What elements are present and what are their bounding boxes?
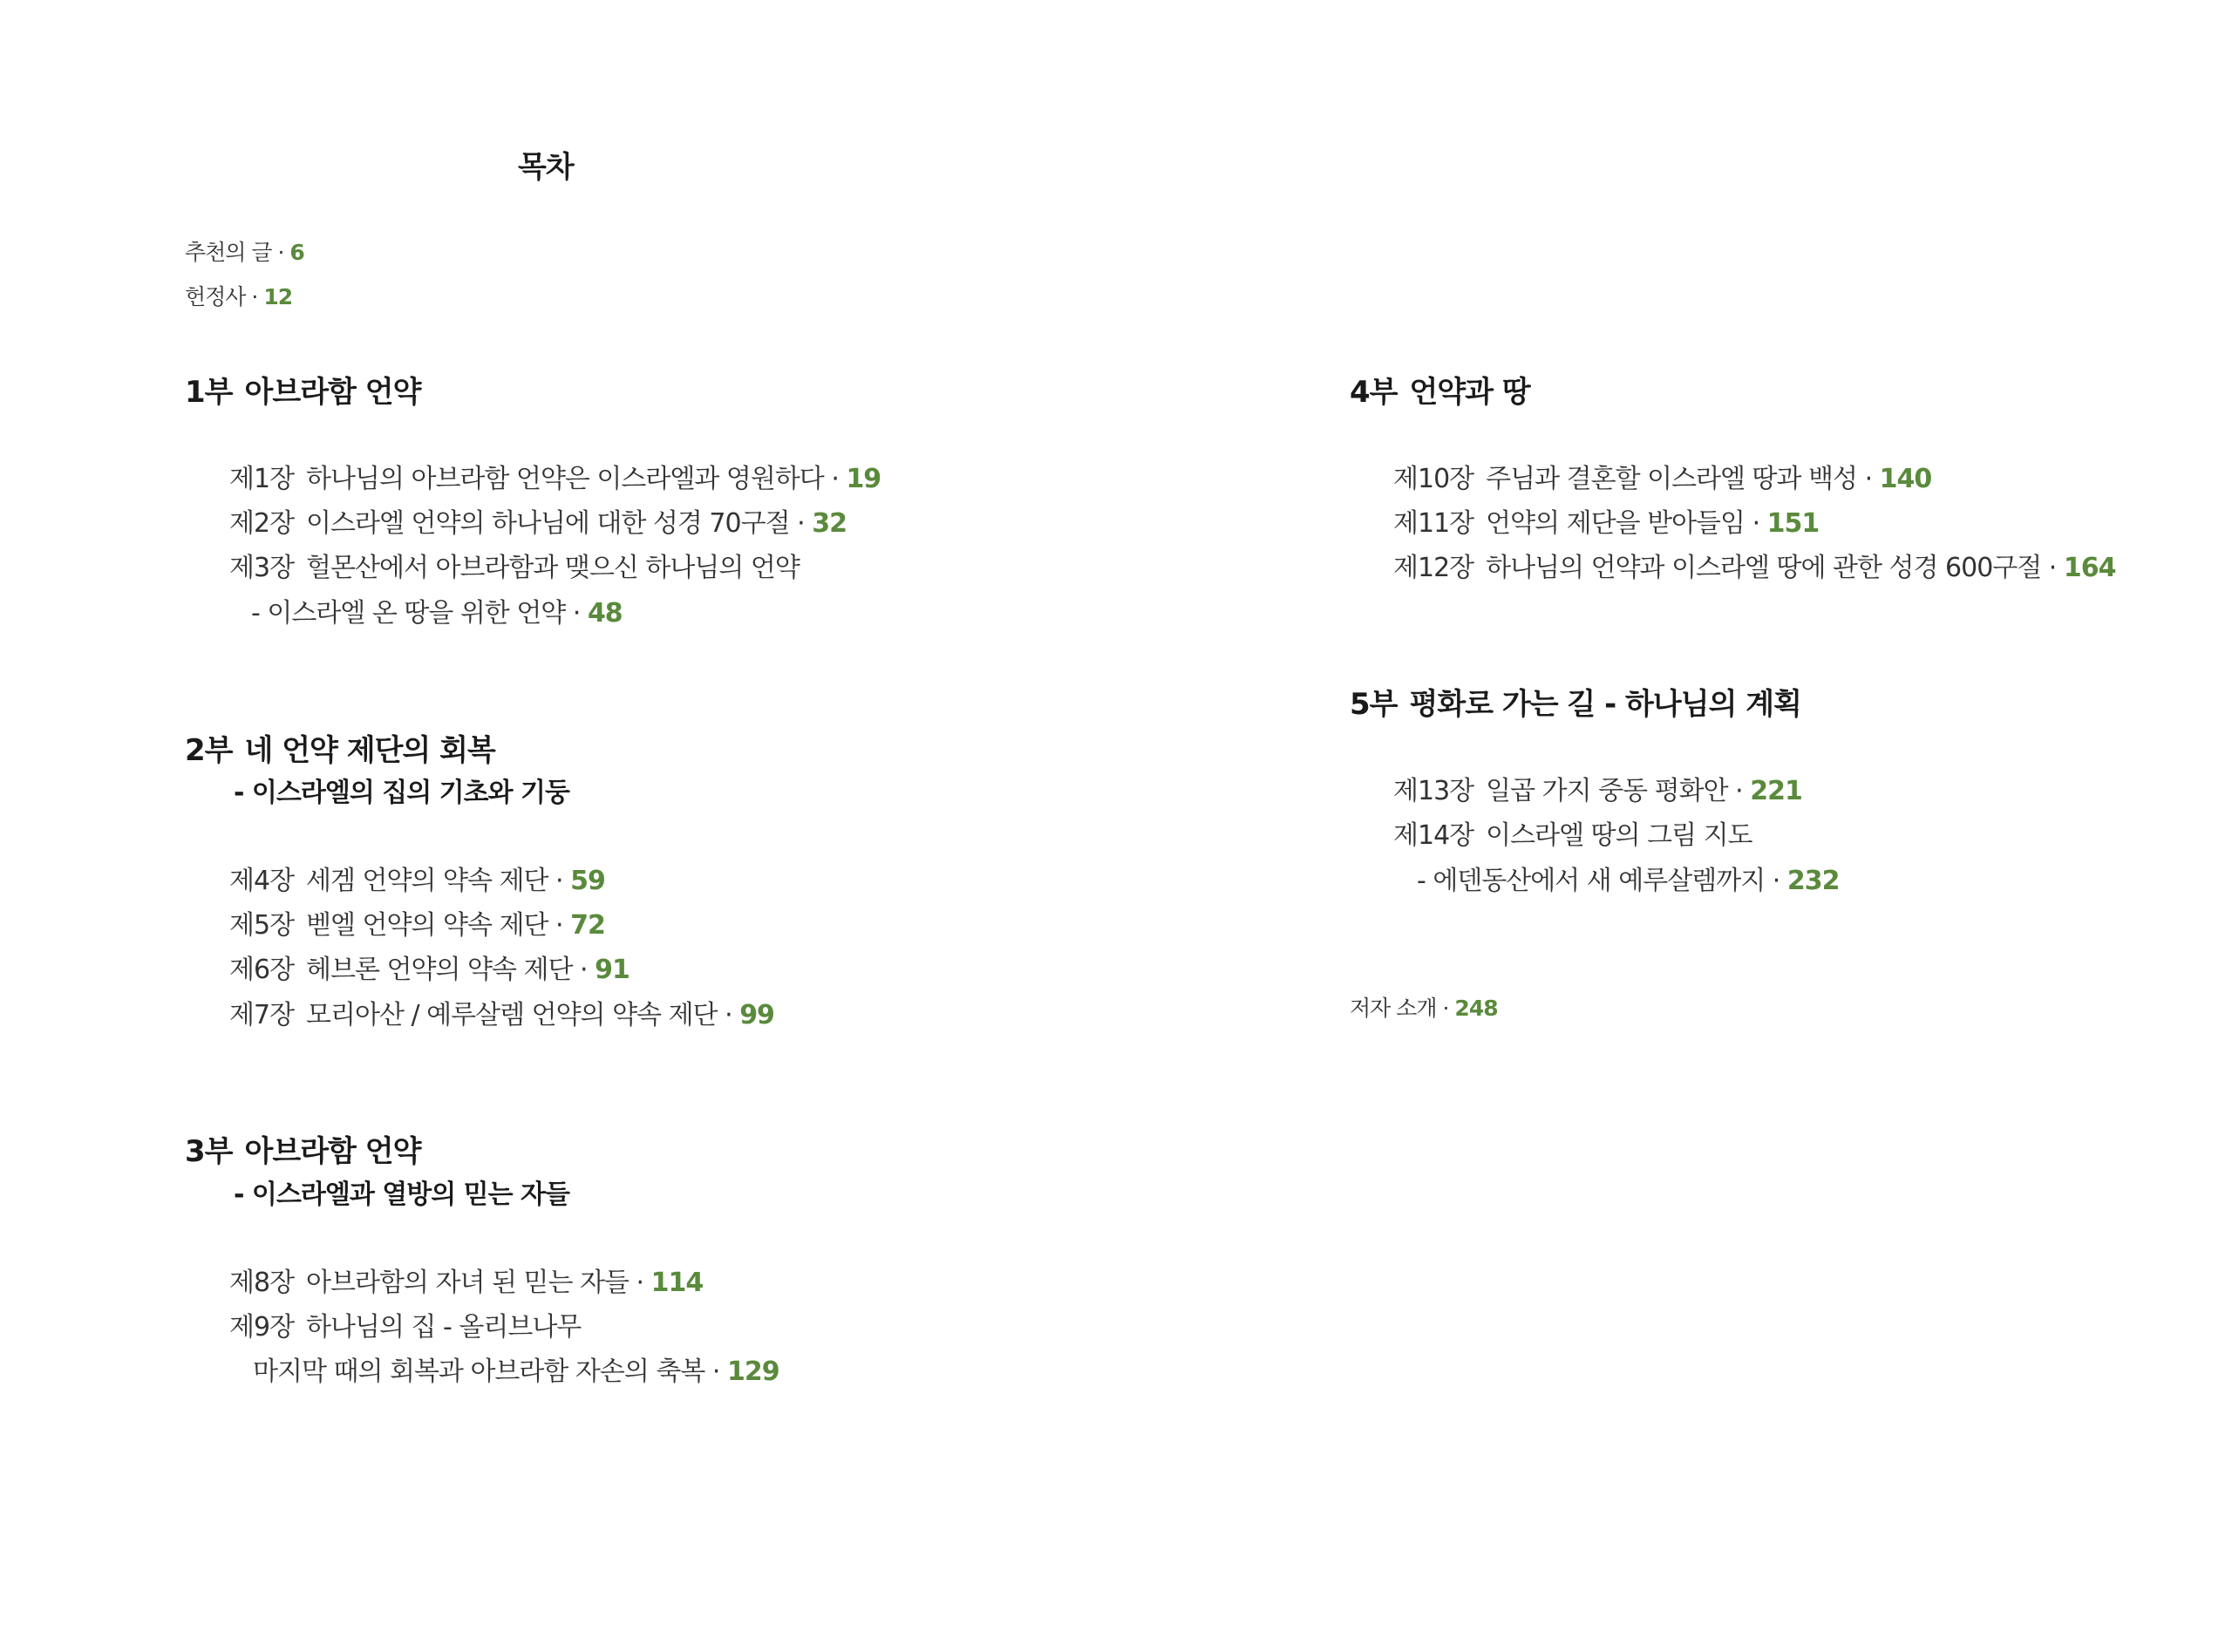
page-number: 114 xyxy=(650,1268,704,1298)
page-number: 232 xyxy=(1786,866,1840,896)
chapter-11-entry xyxy=(1393,501,1819,540)
chapter-title: 세겜 언약의 약속 제단 xyxy=(306,866,548,896)
chapter-subtitle: - 에덴동산에서 새 예루살렘까지 xyxy=(1417,866,1766,896)
chapter-14-entry xyxy=(1393,813,1752,852)
front-matter-item-recommendation xyxy=(185,235,304,267)
part-2-subtitle: - 이스라엘의 집의 기초와 기둥 xyxy=(234,778,569,808)
chapter-5-entry xyxy=(229,903,605,942)
separator-dot: · xyxy=(1442,996,1449,1021)
separator-dot: · xyxy=(1752,508,1760,539)
chapter-number: 제8장 xyxy=(229,1268,295,1298)
page-number: 151 xyxy=(1766,508,1820,539)
part-2-heading xyxy=(185,726,495,769)
page-number: 32 xyxy=(812,508,847,539)
chapter-number: 제12장 xyxy=(1393,553,1474,583)
chapter-title: 헤브론 언약의 약속 제단 xyxy=(306,955,573,985)
part-1-heading xyxy=(185,368,420,411)
page-number: 6 xyxy=(289,240,304,265)
back-matter-label: 저자 소개 xyxy=(1350,996,1437,1021)
part-label: 2부 xyxy=(185,733,233,768)
separator-dot: · xyxy=(1735,776,1743,806)
separator-dot: · xyxy=(555,866,563,896)
separator-dot: · xyxy=(636,1268,644,1298)
page-number: 19 xyxy=(846,464,881,494)
page-number: 48 xyxy=(587,598,623,629)
page-number: 12 xyxy=(263,284,293,309)
part-3-heading xyxy=(185,1127,420,1170)
chapter-title: 일곱 가지 중동 평화안 xyxy=(1486,776,1728,806)
front-matter-label: 추천의 글 xyxy=(185,240,272,265)
part-label: 1부 xyxy=(185,375,233,410)
chapter-13-entry xyxy=(1393,769,1802,807)
separator-dot: · xyxy=(555,910,563,941)
page-number: 91 xyxy=(595,955,629,985)
part-5-heading xyxy=(1350,680,1801,723)
chapter-title: 하나님의 아브라함 언약은 이스라엘과 영원하다 xyxy=(306,464,824,494)
chapter-title: 아브라함의 자녀 된 믿는 자들 xyxy=(306,1268,629,1298)
separator-dot: · xyxy=(2048,553,2057,583)
chapter-number: 제10장 xyxy=(1393,464,1474,494)
chapter-subtitle: 마지막 때의 회복과 아브라함 자손의 축복 xyxy=(253,1356,705,1387)
chapter-number: 제14장 xyxy=(1393,820,1474,851)
chapter-number: 제1장 xyxy=(229,464,295,494)
chapter-2-entry xyxy=(229,501,847,540)
chapter-number: 제7장 xyxy=(229,1000,295,1030)
back-matter-item-author xyxy=(1350,991,1498,1023)
chapter-number: 제2장 xyxy=(229,508,295,539)
chapter-number: 제9장 xyxy=(229,1312,295,1343)
chapter-3-entry xyxy=(229,546,800,584)
part-title: 언약과 땅 xyxy=(1409,375,1530,410)
part-label: 3부 xyxy=(185,1134,233,1169)
separator-dot: · xyxy=(277,240,284,265)
page-number: 221 xyxy=(1750,776,1802,806)
page-number: 248 xyxy=(1454,996,1498,1021)
page-number: 140 xyxy=(1879,464,1932,494)
chapter-subtitle: - 이스라엘 온 땅을 위한 언약 xyxy=(251,598,566,629)
separator-dot: · xyxy=(797,508,805,539)
chapter-number: 제6장 xyxy=(229,955,295,985)
front-matter-label: 헌정사 xyxy=(185,284,246,309)
chapter-12-entry xyxy=(1393,546,2116,584)
separator-dot: · xyxy=(831,464,839,494)
page-number: 129 xyxy=(726,1356,779,1387)
separator-dot: · xyxy=(580,955,588,985)
separator-dot: · xyxy=(251,284,258,309)
chapter-3-continuation xyxy=(251,591,623,629)
separator-dot: · xyxy=(725,1000,732,1030)
part-3-subtitle: - 이스라엘과 열방의 믿는 자들 xyxy=(234,1180,569,1210)
part-title: 아브라함 언약 xyxy=(244,375,421,410)
part-label: 4부 xyxy=(1350,375,1398,410)
separator-dot: · xyxy=(1772,866,1780,896)
chapter-10-entry xyxy=(1393,457,1931,495)
chapter-title: 하나님의 집 - 올리브나무 xyxy=(306,1312,582,1343)
separator-dot: · xyxy=(711,1356,720,1387)
part-title: 아브라함 언약 xyxy=(244,1134,421,1169)
chapter-number: 제5장 xyxy=(229,910,295,941)
part-title: 네 언약 제단의 회복 xyxy=(244,733,495,768)
chapter-14-continuation xyxy=(1417,859,1839,897)
chapter-6-entry xyxy=(229,948,629,986)
chapter-title: 헐몬산에서 아브라함과 맺으신 하나님의 언약 xyxy=(306,553,800,583)
separator-dot: · xyxy=(1864,464,1873,494)
part-title: 평화로 가는 길 - 하나님의 계획 xyxy=(1409,687,1801,722)
part-label: 5부 xyxy=(1350,687,1398,722)
chapter-title: 이스라엘 언약의 하나님에 대한 성경 70구절 xyxy=(306,508,790,539)
page-number: 99 xyxy=(739,1000,774,1030)
front-matter-item-dedication xyxy=(185,280,292,311)
page-number: 72 xyxy=(570,910,605,941)
chapter-title: 하나님의 언약과 이스라엘 땅에 관한 성경 600구절 xyxy=(1486,553,2042,583)
chapter-1-entry xyxy=(229,457,881,495)
page-number: 164 xyxy=(2063,553,2116,583)
chapter-7-entry xyxy=(229,993,774,1031)
chapter-9-continuation xyxy=(253,1349,779,1388)
chapter-number: 제3장 xyxy=(229,553,295,583)
page-title: 목차 xyxy=(518,150,574,185)
chapter-number: 제4장 xyxy=(229,866,295,896)
chapter-title: 모리아산 / 예루살렘 언약의 약속 제단 xyxy=(306,1000,718,1030)
chapter-number: 제13장 xyxy=(1393,776,1474,806)
page-number: 59 xyxy=(570,866,605,896)
chapter-title: 벧엘 언약의 약속 제단 xyxy=(306,910,548,941)
chapter-9-entry xyxy=(229,1305,581,1343)
chapter-4-entry xyxy=(229,859,605,897)
chapter-number: 제11장 xyxy=(1393,508,1474,539)
chapter-title: 언약의 제단을 받아들임 xyxy=(1486,508,1745,539)
chapter-title: 주님과 결혼할 이스라엘 땅과 백성 xyxy=(1486,464,1858,494)
separator-dot: · xyxy=(572,598,581,629)
chapter-8-entry xyxy=(229,1261,703,1299)
chapter-title: 이스라엘 땅의 그림 지도 xyxy=(1486,820,1752,851)
part-4-heading xyxy=(1350,368,1530,411)
